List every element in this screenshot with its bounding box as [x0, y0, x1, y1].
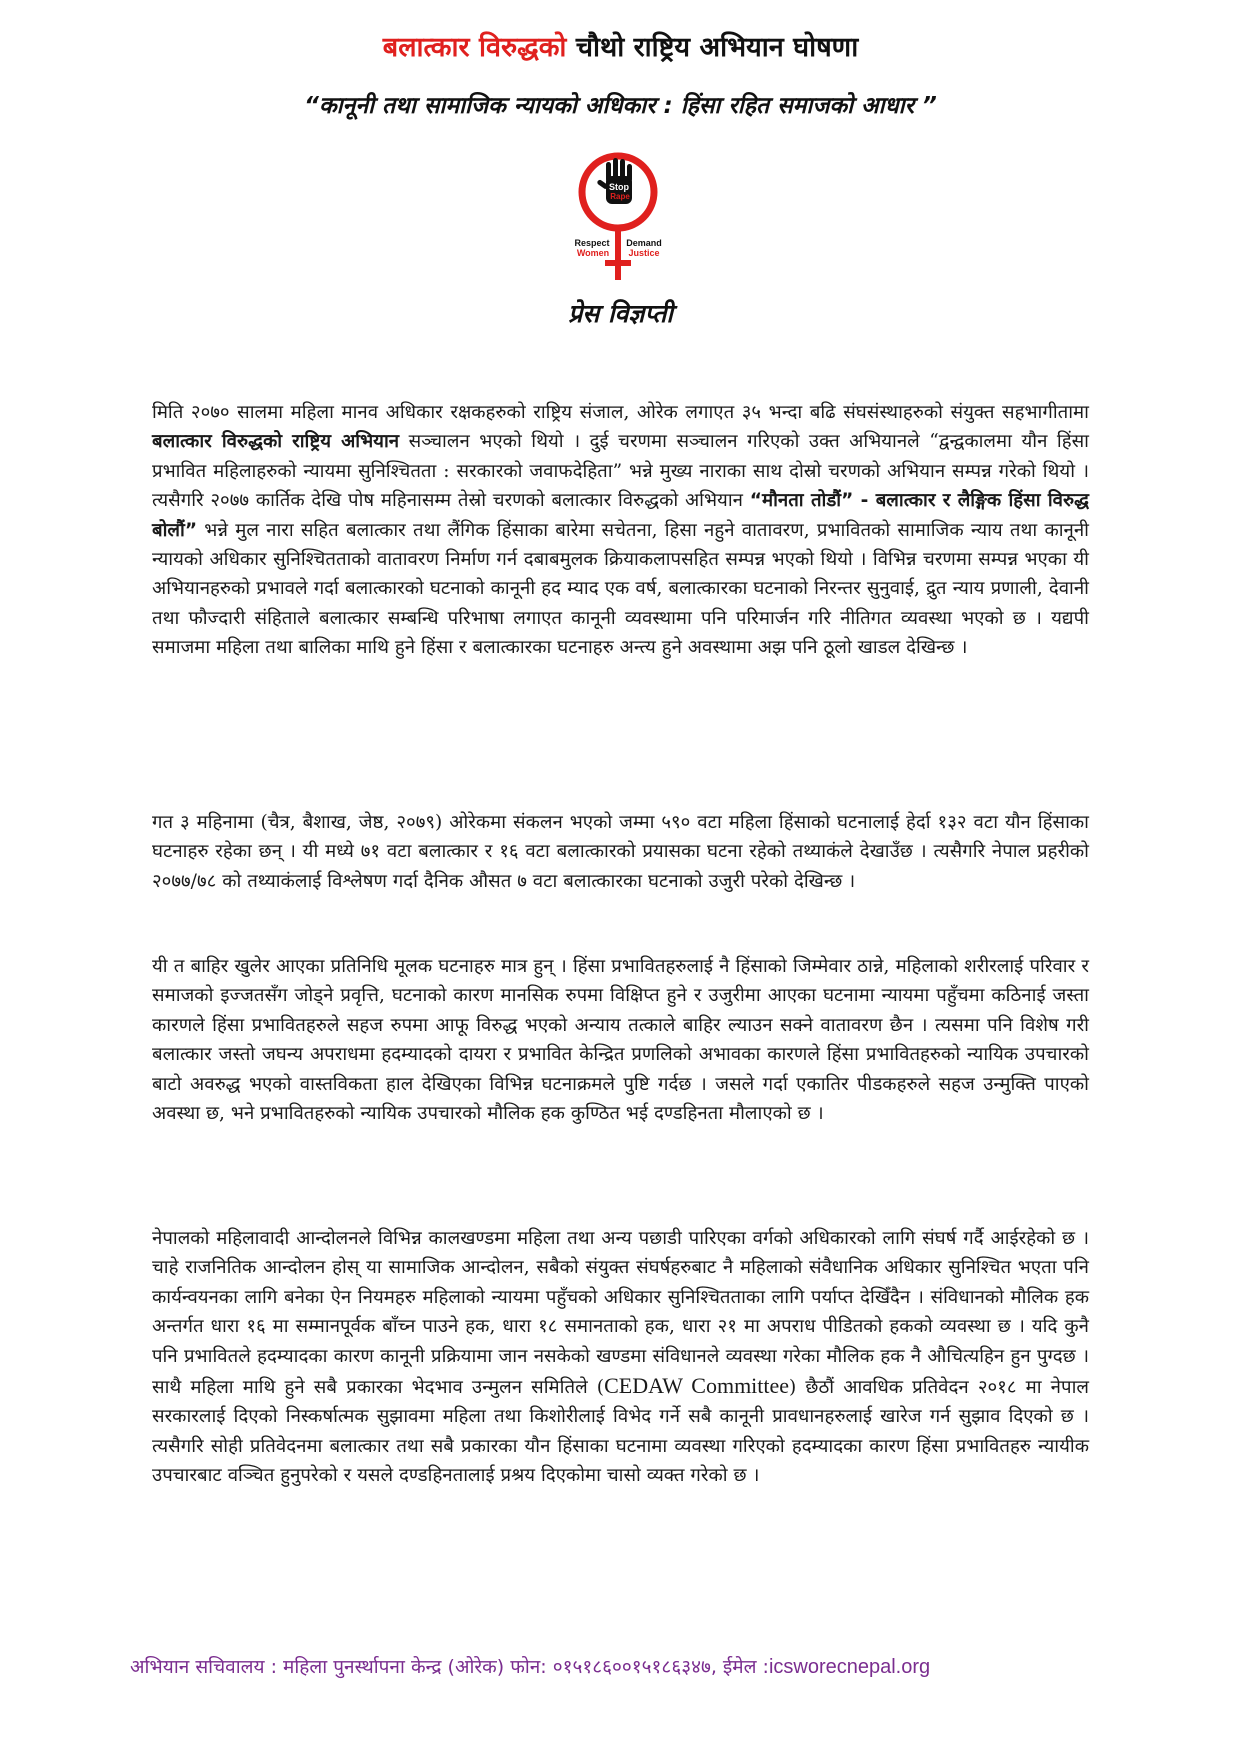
logo-justice-text: Justice — [628, 248, 660, 258]
logo-women-text: Women — [576, 248, 610, 258]
p4-text-a: नेपालको महिलावादी आन्दोलनले विभिन्न कालखण्डमा महिला तथा अन्य पछाडी पारिएका वर्गको अधिकारको लागि संघर्ष गर्दै आईरहेको छ । चाहे राजनितिक आन्दोलन होस् या सामाजिक आन्दोलन, सबैको संयुक्त संघर्षहरुबाट नै महिलाको संवैधानिक अधिकार सुनिश्चित भएता पनि कार्यन्वयनका लागि बनेका ऐन नियमहरु महिलाको न्यायमा पहुँचको अधिकार सुनिश्चितताका लागि पर्याप्त देखिँदैन । संविधानको मौलिक हक अन्तर्गत धारा १६ मा सम्मानपूर्वक बाँच्न पाउने हक, धारा १८ समानताको हक, धारा २१ मा अपराध पीडितको हकको व्यवस्था छ । यदि कुनै पनि प्रभावितले हदम्यादका कारण कानूनी प्रक्रियामा जान नसकेको खण्डमा संविधानले व्यवस्था गरेका मौलिक हक नै औचित्यहिन हुन पुग्दछ । साथै महिला माथि हुने सबै प्रकारका भेदभाव उन्मुलन समितिले ( — [152, 1228, 1089, 1399]
p1-text-c: सञ्चालन भएको थियो । दुई चरणमा सञ्चालन गरिएको उक्त अभियानले “द्वन्द्वकालमा यौन हिंसा प्रभावित महिलाहरुको न्यायमा सुनिश्चितता : सरकारको जवाफदेहिता” भन्ने मुख्य नाराका साथ दोस्रो चरणको अभियान सम्पन्न गरेको थियो । त्यसैगरि २०७७ कार्तिक देखि पोष महिनासम्म तेस्रो चरणको बलात्कार विरुद्धको अभियान — [152, 431, 1089, 512]
logo-rape-text: Rape — [610, 192, 630, 201]
paragraph-4 — [152, 1224, 1089, 1491]
paragraph-1 — [152, 398, 1089, 663]
p4-cedaw: CEDAW Committee — [604, 1373, 790, 1399]
venus-bar — [605, 260, 631, 266]
footer-email: icsworecnepal.org — [768, 1656, 931, 1678]
paragraph-3: यी त बाहिर खुलेर आएका प्रतिनिधि मूलक घटनाहरु मात्र हुन् । हिंसा प्रभावितहरुलाई नै हिंसाको जिम्मेवार ठान्ने, महिलाको शरीरलाई परिवार र समाजको इज्जतसँग जोड्ने प्रवृत्ति, घटनाको कारण मानसिक रुपमा विक्षिप्त हुने र उजुरीमा आएका घटनामा न्यायमा पहुँचमा कठिनाई जस्ता कारणले हिंसा प्रभावितहरुले सहज रुपमा आफू विरुद्ध भएको अन्याय तत्काले बाहिर ल्याउन सक्ने वातावरण छैन । त्यसमा पनि विशेष गरी बलात्कार जस्तो जघन्य अपराधमा हदम्यादको दायरा र प्रभावित केन्द्रित प्रणलिको अभावका कारणले हिंसा प्रभावितहरुको न्यायिक उपचारको बाटो अवरुद्ध भएको वास्तविकता हाल देखिएका विभिन्न घटनाक्रमले पुष्टि गर्दछ । जसले गर्दा एकातिर पीडकहरुले सहज उन्मुक्ति पाएको अवस्था छ, भने प्रभावितहरुको न्यायिक उपचारको मौलिक हक कुण्ठित भई दण्डहिनता मौलाएको छ । — [152, 956, 1089, 1125]
footer-contact — [130, 1652, 1110, 1682]
p1-bold-slogan: “मौनता तोडौं” - बलात्कार र लैङ्गिक हिंसा विरुद्ध बोलौं” — [152, 490, 1089, 541]
venus-stem — [615, 228, 621, 280]
page-title — [0, 28, 1241, 68]
stop-rape-logo — [547, 146, 689, 288]
logo-demand-text: Demand — [626, 238, 662, 248]
p1-bold-campaign: बलात्कार विरुद्धको राष्ट्रिय अभियान — [152, 431, 400, 453]
press-release-label: प्रेस विज्ञप्ती — [568, 299, 673, 328]
logo-stop-text: Stop — [609, 182, 629, 192]
title-black-part: चौथो राष्ट्रिय अभियान घोषणा — [575, 32, 859, 63]
p4-text-c: ) छैठौं आवधिक प्रतिवेदन २०१८ मा नेपाल सरकारलाई दिएको निस्कर्षात्मक सुझावमा महिला तथा किशोरीलाई विभेद गर्ने सबै कानूनी प्रावधानहरुलाई खारेज गर्न सुझाव दिएको छ । त्यसैगरि सोही प्रतिवेदनमा बलात्कार तथा सबै प्रकारका यौन हिंसाका घटनामा व्यवस्था गरिएको हदम्यादका कारण हिंसा प्रभावितहरु न्यायीक उपचारबाट वञ्चित हुनुपरेको र यसले दण्डहिनतालाई प्रश्रय दिएकोमा चासो व्यक्त गरेको छ । — [152, 1377, 1089, 1487]
logo-respect-text: Respect — [574, 238, 610, 248]
footer-text: अभियान सचिवालय : महिला पुनर्स्थापना केन्द्र (ओरेक) फोन: ०१५१८६००१५१८६३४७, ईमेल : — [130, 1656, 769, 1678]
p1-text-e: भन्ने मुल नारा सहित बलात्कार तथा लैंगिक हिंसाका बारेमा सचेतना, हिसा नहुने वातावरण, प्रभावितको सामाजिक न्याय तथा कानूनी न्यायको अधिकार सुनिश्चितताको वातावरण निर्माण गर्न दबाबमुलक क्रियाकलापसहित सम्पन्न भएको थियो । विभिन्न चरणमा सम्पन्न भएका यी अभियानहरुको प्रभावले गर्दा बलात्कारको घटनाको कानूनी हद म्याद एक वर्ष, बलात्कारका घटनाको निरन्तर सुनुवाई, द्रुत न्याय प्रणाली, देवानी तथा फौज्दारी संहिताले बलात्कार सम्बन्धि परिभाषा लगाएत कानूनी व्यवस्थामा पनि परिमार्जन गरि नीतिगत व्यवस्था भएको छ । यद्यपी समाजमा महिला तथा बालिका माथि हुने हिंसा र बलात्कारका घटनाहरु अन्त्य हुने अवस्थामा अझ पनि ठूलो खाडल देखिन्छ । — [152, 519, 1089, 659]
paragraph-2: गत ३ महिनामा (चैत्र, बैशाख, जेष्ठ, २०७९) ओरेकमा संकलन भएको जम्मा ५९० वटा महिला हिंसाको घटनालाई हेर्दा १३२ वटा यौन हिंसाका घटनाहरु रहेका छन् । यी मध्ये ७१ वटा बलात्कार र १६ वटा बलात्कारको प्रयासका घटना रहेको तथ्याकंले देखाउँछ । त्यसैगरि नेपाल प्रहरीको २०७७/७८ को तथ्याकंलाई विश्लेषण गर्दा दैनिक औसत ७ वटा बलात्कारका घटनाको उजुरी परेको देखिन्छ । — [152, 812, 1089, 892]
p1-text-a: मिति २०७० सालमा महिला मानव अधिकार रक्षकहरुको राष्ट्रिय संजाल, ओरेक लगाएत ३५ भन्दा बढि संघसंस्थाहरुको संयुक्त सहभागीतामा — [152, 402, 1089, 423]
title-red-part: बलात्कार विरुद्धको — [382, 32, 567, 63]
page-subtitle: “कानूनी तथा सामाजिक न्यायको अधिकार : हिंसा रहित समाजको आधार ” — [304, 93, 937, 119]
